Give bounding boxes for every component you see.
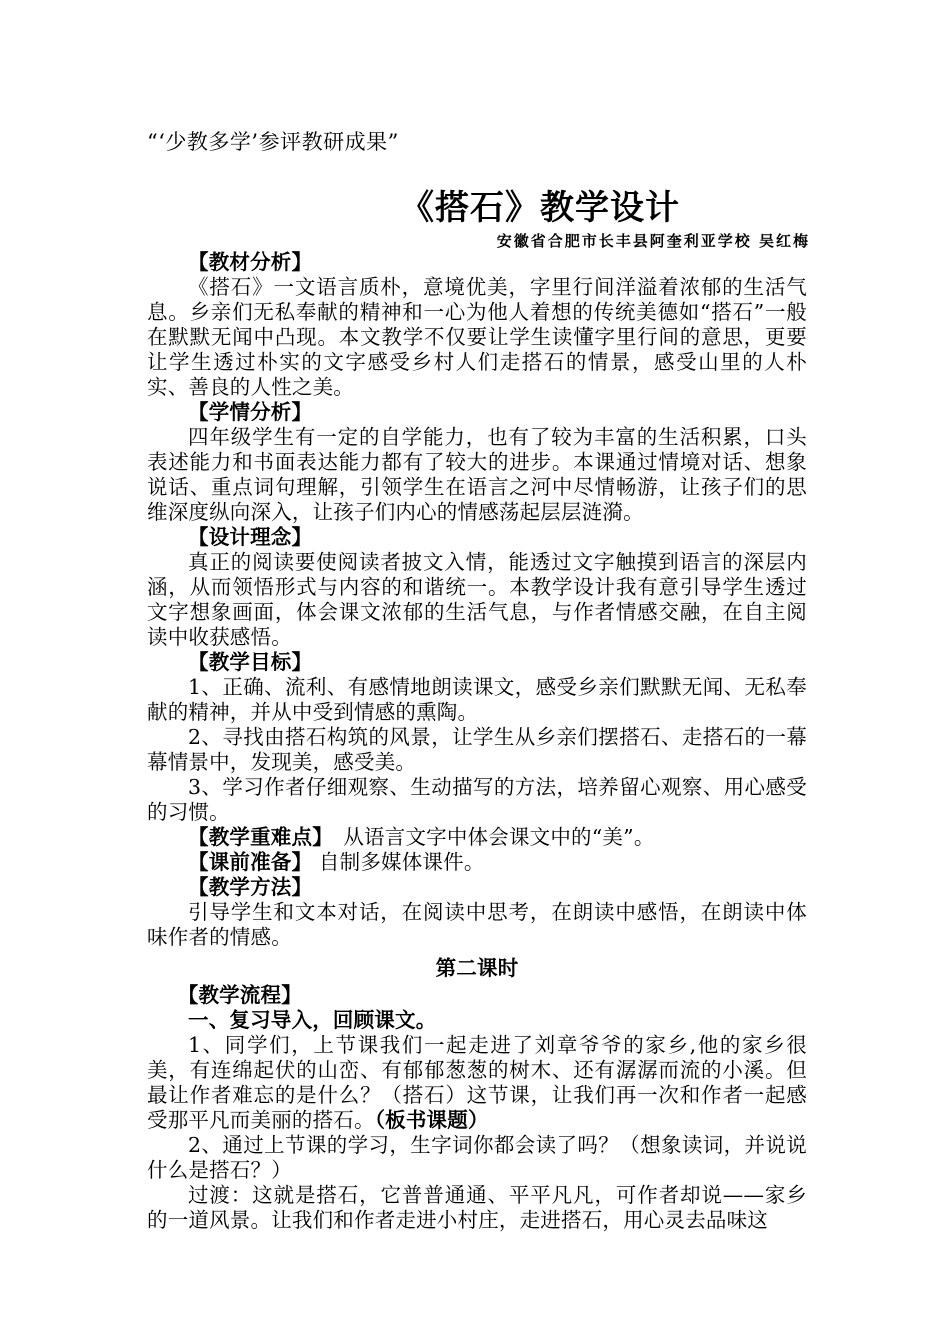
lesson-heading: 第二课时 [435,956,519,980]
paragraph-design-concept: 真正的阅读要使阅读者披文入情，能透过文字触摸到语言的深层内涵，从而领悟形式与内容的和谐统一。本教学设计我有意引导学生透过文字想象画面，体会课文浓郁的生活气息，与作者情感交融，在自主阅读中收获感悟。 [147,550,807,649]
paragraph-material-analysis: 《搭石》一文语言质朴，意境优美，字里行间洋溢着浓郁的生活气息。乡亲们无私奉献的精神和一心为他人着想的传统美德如“搭石”一般在默默无闻中凸现。本文教学不仅要让学生读懂字里行间的意思，更要让学生透过朴实的文字感受乡村人们走搭石的情景，感受山里的人朴实、善良的人性之美。 [147,275,807,399]
section-heading-design-concept: 【设计理念】 [188,525,313,549]
step1-1-text: 1、同学们，上节课我们一起走进了刘章爷爷的家乡,他的家乡很美，有连绵起伏的山峦、有郁郁葱葱的树木、还有潺潺而流的小溪。但最让作者难忘的是什么？（搭石）这节课，让我们再一次和作者一起感受那平凡而美丽的搭石。 [147,1033,807,1132]
paragraph-transition: 过渡：这就是搭石，它普普通通、平平凡凡，可作者却说——家乡的一道风景。让我们和作者走进小村庄，走进搭石，用心灵去品味这 [147,1183,807,1232]
line-preparation [147,850,807,875]
paragraph-goal-1: 1、正确、流利、有感情地朗读课文，感受乡亲们默默无闻、无私奉献的精神，并从中受到情感的熏陶。 [147,675,807,724]
paragraph-goal-3: 3、学习作者仔细观察、生动描写的方法，培养留心观察、用心感受的习惯。 [147,775,807,824]
section-heading-material-analysis: 【教材分析】 [188,250,313,274]
section-heading-student-analysis: 【学情分析】 [188,400,313,424]
preparation-text: 自制多媒体课件。 [312,850,485,874]
line-key-points [147,825,807,850]
board-note: （板书课题） [374,1108,489,1132]
section-heading-key-points: 【教学重难点】 [188,825,323,849]
paragraph-step1-1 [147,1033,807,1133]
step-heading-review: 一、复习导入，回顾课文。 [188,1008,437,1032]
author-line: 安徽省合肥市长丰县阿奎利亚学校 吴红梅 [496,232,810,250]
document-body [147,250,807,1233]
page-title: 《搭石》教学设计 [400,188,680,228]
key-points-text: 从语言文字中体会课文中的“美”。 [322,825,655,849]
paragraph-student-analysis: 四年级学生有一定的自学能力，也有了较为丰富的生活积累，口头表述能力和书面表达能力都有了较大的进步。本课通过情境对话、想象说话、重点词句理解，引领学生在语言之河中尽情畅游，让孩子们的思维深度纵向深入，让孩子们内心的情感荡起层层涟漪。 [147,425,807,524]
section-heading-preparation: 【课前准备】 [188,850,313,874]
section-heading-teaching-process: 【教学流程】 [177,983,302,1007]
section-heading-teaching-goals: 【教学目标】 [188,650,313,674]
paragraph-teaching-methods: 引导学生和文本对话，在阅读中思考，在朗读中感悟，在朗读中体味作者的情感。 [147,900,807,949]
paragraph-goal-2: 2、寻找由搭石构筑的风景，让学生从乡亲们摆搭石、走搭石的一幕幕情景中，发现美，感受美。 [147,725,807,774]
section-heading-teaching-methods: 【教学方法】 [188,875,313,899]
research-label: “‘少教多学’参评教研成果” [147,130,399,154]
paragraph-step1-2: 2、通过上节课的学习，生字词你都会读了吗？（想象读词，并说说什么是搭石？） [147,1133,807,1182]
